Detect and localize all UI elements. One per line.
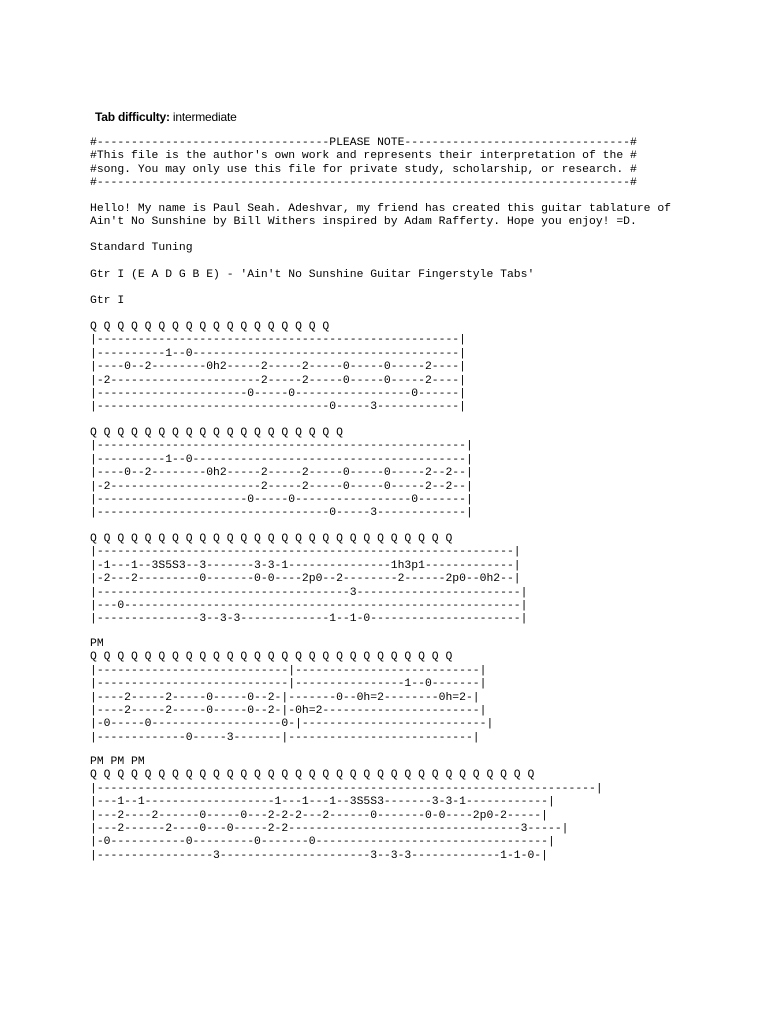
please-note-box: #----------------------------------PLEASE NOTE---------------------------------# #This file is the author's own work and represents their interpretation of the # #song. You may only use this file for private study, scholarship, or research. # #------------------------------------------------------------------------------# [90,137,637,190]
tab-staff-1: Q Q Q Q Q Q Q Q Q Q Q Q Q Q Q Q Q Q |-----------------------------------------------------| |----------1--0---------------------------------------| |----0--2--------0h2-----2-----2-----0-----0-----2----| |-2----------------------2-----2-----0-----0-----2----| |----------------------0-----0-----------------0------| |----------------------------------0-----3------------| [90,321,466,414]
tab-staff-4: PM Q Q Q Q Q Q Q Q Q Q Q Q Q Q Q Q Q Q Q Q Q Q Q Q Q Q Q |----------------------------|---------------------------| |----------------------------|----------------1--0-------| |----2-----2-----0-----0--2-|-------0--0h=2--------0h=2-| |----2-----2-----0-----0--2-|-0h=2-----------------------| |-0-----0-------------------0-|---------------------------| |-------------0-----3-------|---------------------------| [90,638,494,744]
tuning-line: Standard Tuning [90,242,193,254]
guitar-label: Gtr I [90,295,125,307]
guitar-header: Gtr I (E A D G B E) - 'Ain't No Sunshine Guitar Fingerstyle Tabs' [90,269,535,281]
tab-difficulty-line [95,110,237,124]
tab-staff-3: Q Q Q Q Q Q Q Q Q Q Q Q Q Q Q Q Q Q Q Q Q Q Q Q Q Q Q |-------------------------------------------------------------| |-1---1--3S5S3--3-------3-3-1---------------1h3p1-------------| |-2---2---------0-------0-0----2p0--2--------2------2p0--0h2--| |-------------------------------------3------------------------| |---0----------------------------------------------------------| |---------------3--3-3-------------1--1-0----------------------| [90,533,528,626]
difficulty-value: intermediate [172,110,237,124]
difficulty-label: Tab difficulty: [95,110,170,124]
intro-paragraph: Hello! My name is Paul Seah. Adeshvar, my friend has created this guitar tablature of Ain't No Sunshine by Bill Withers inspired by Adam Rafferty. Hope you enjoy! =D. [90,203,672,229]
tab-staff-5: PM PM PM Q Q Q Q Q Q Q Q Q Q Q Q Q Q Q Q Q Q Q Q Q Q Q Q Q Q Q Q Q Q Q Q Q |-------------------------------------------------------------------------| |---1--1-------------------1---1---1--3S5S3-------3-3-1------------| |---2----2------0-----0---2-2-2---2------0-------0-0----2p0-2-----| |---2------2----0---0-----2-2----------------------------------3-----| |-0-----------0---------0-------0----------------------------------| |-----------------3----------------------3--3-3-------------1-1-0-| [90,756,603,862]
tab-staff-2: Q Q Q Q Q Q Q Q Q Q Q Q Q Q Q Q Q Q Q |------------------------------------------------------| |----------1--0----------------------------------------| |----0--2--------0h2-----2-----2-----0-----0-----2--2--| |-2----------------------2-----2-----0-----0-----2--2--| |----------------------0-----0-----------------0-------| |----------------------------------0-----3-------------| [90,427,473,520]
